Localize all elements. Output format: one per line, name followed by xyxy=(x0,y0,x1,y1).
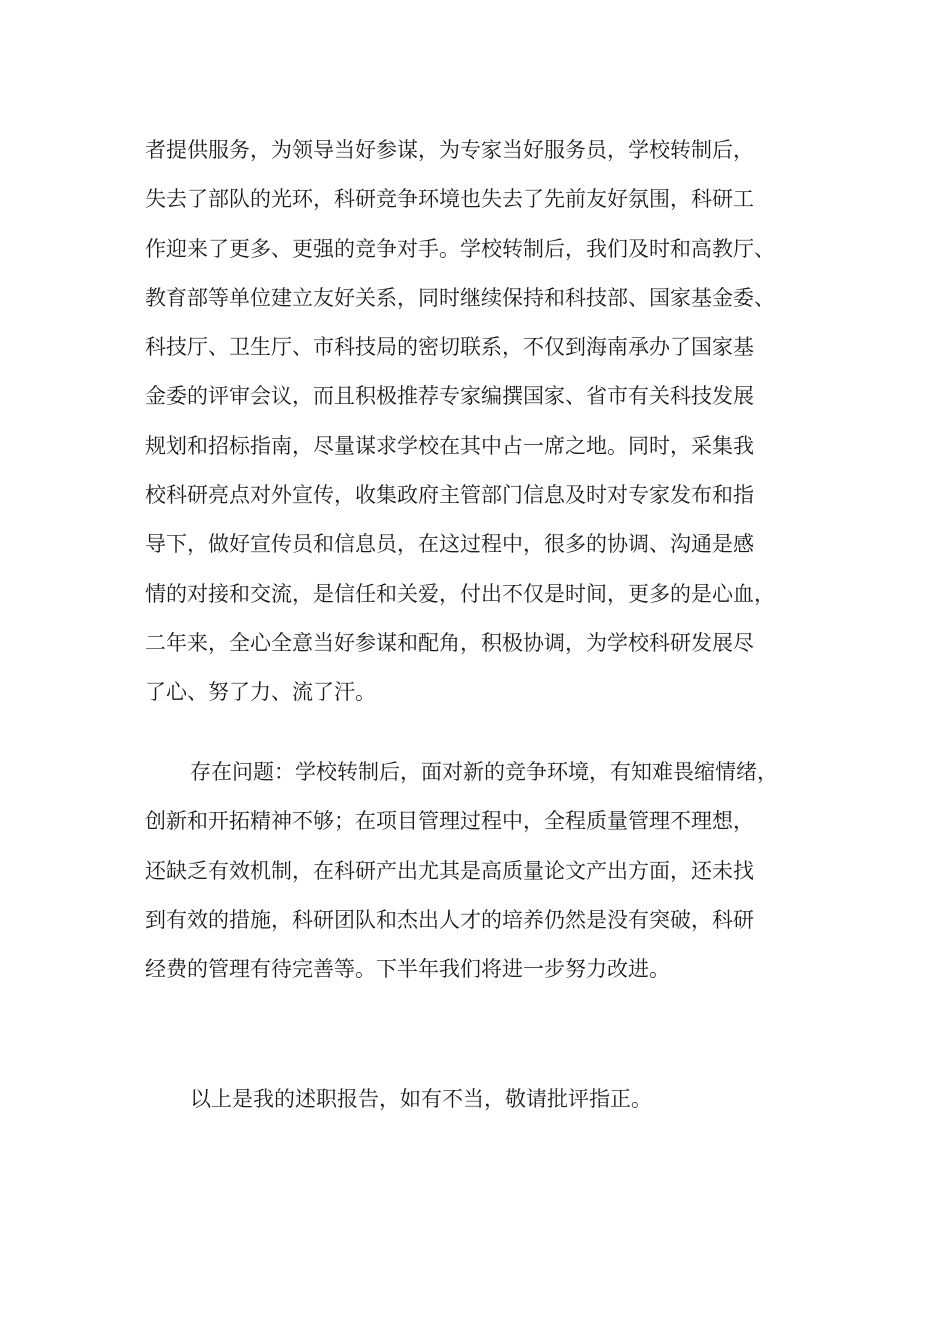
text-line: 校科研亮点对外宣传，收集政府主管部门信息及时对专家发布和指 xyxy=(145,483,754,508)
text-line: 创新和开拓精神不够；在项目管理过程中，全程质量管理不理想， xyxy=(145,809,754,834)
paragraph-work-summary xyxy=(145,126,835,718)
paragraph-closing xyxy=(145,1075,835,1124)
text-line: 者提供服务，为领导当好参谋，为专家当好服务员，学校转制后， xyxy=(145,138,754,162)
text-line: 作迎来了更多、更强的竞争对手。学校转制后，我们及时和高教厅、 xyxy=(145,236,775,261)
paragraph-existing-problems xyxy=(145,748,835,994)
text-line: 规划和招标指南，尽量谋求学校在其中占一席之地。同时，采集我 xyxy=(145,433,754,458)
text-line: 教育部等单位建立友好关系，同时继续保持和科技部、国家基金委、 xyxy=(145,285,775,310)
text-line: 情的对接和交流，是信任和关爱，付出不仅是时间，更多的是心血， xyxy=(145,581,775,606)
text-line: 到有效的措施，科研团队和杰出人才的培养仍然是没有突破，科研 xyxy=(145,907,754,932)
text-line: 失去了部队的光环，科研竞争环境也失去了先前友好氛围，科研工 xyxy=(145,187,754,212)
text-line: 存在问题：学校转制后，面对新的竞争环境，有知难畏缩情绪， xyxy=(190,760,778,784)
text-line: 以上是我的述职报告，如有不当，敬请批评指正。 xyxy=(190,1087,652,1111)
text-line: 了心、努了力、流了汗。 xyxy=(145,680,376,705)
text-line: 二年来，全心全意当好参谋和配角，积极协调，为学校科研发展尽 xyxy=(145,630,754,655)
text-line: 科技厅、卫生厅、市科技局的密切联系，不仅到海南承办了国家基 xyxy=(145,335,754,360)
text-line: 经费的管理有待完善等。下半年我们将进一步努力改进。 xyxy=(145,957,670,982)
text-line: 还缺乏有效机制，在科研产出尤其是高质量论文产出方面，还未找 xyxy=(145,858,754,883)
text-line: 金委的评审会议，而且积极推荐专家编撰国家、省市有关科技发展 xyxy=(145,384,754,409)
text-line: 导下，做好宣传员和信息员，在这过程中，很多的协调、沟通是感 xyxy=(145,532,754,557)
